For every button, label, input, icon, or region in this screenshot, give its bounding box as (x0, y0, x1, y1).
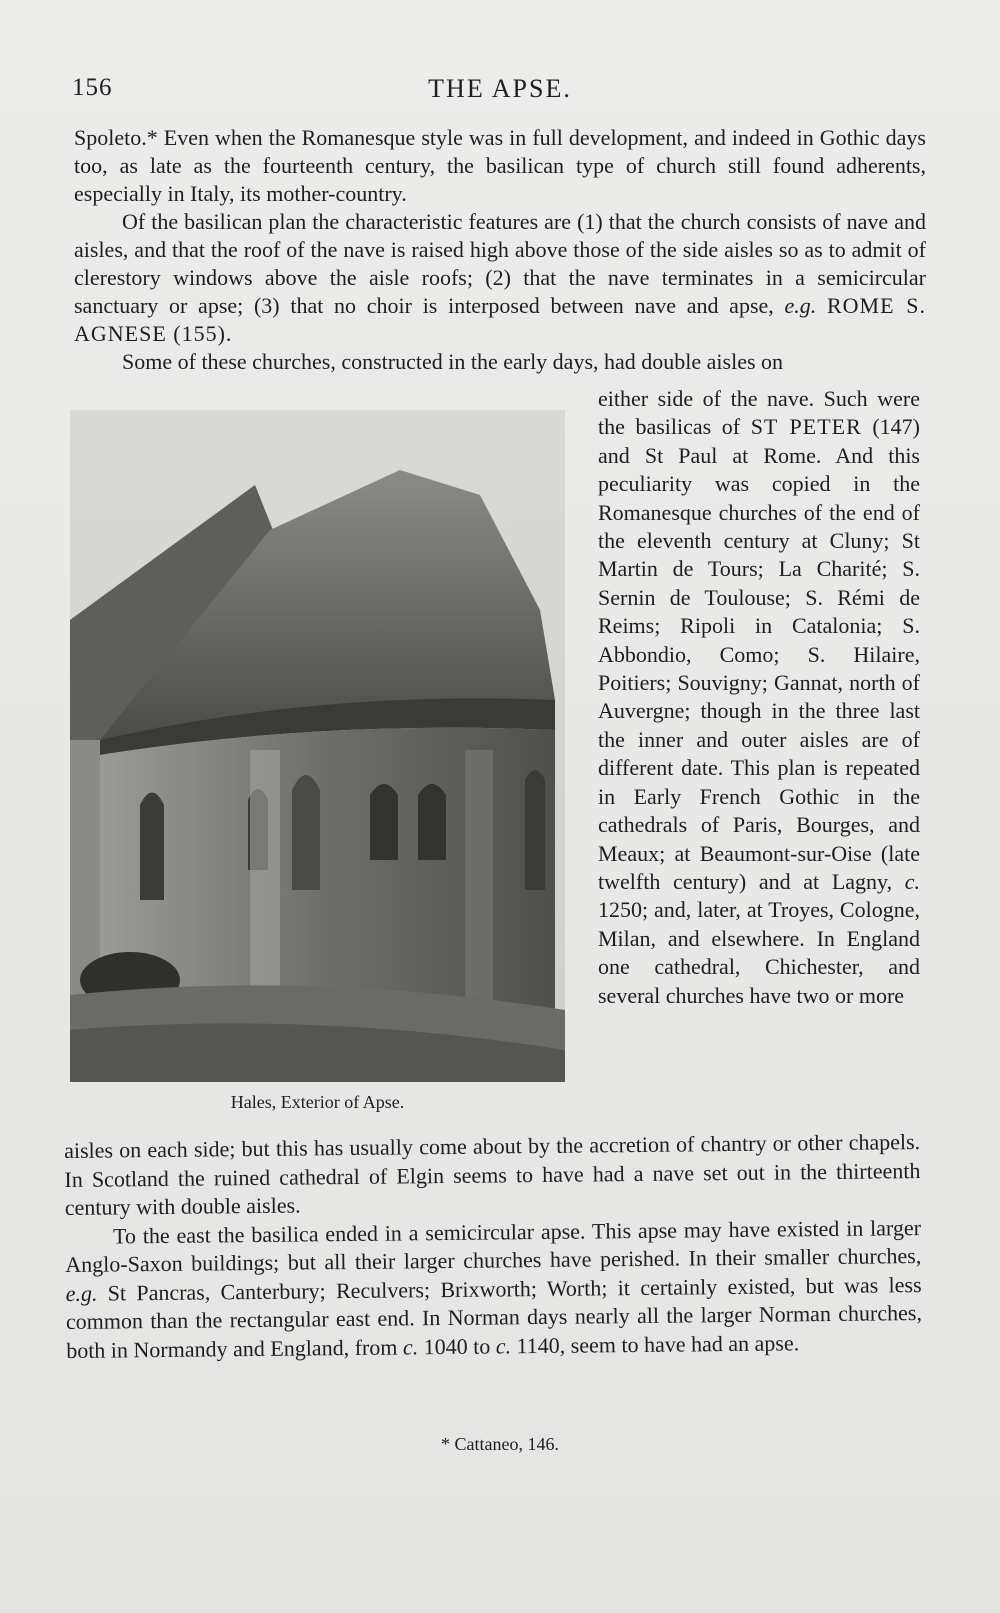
paragraph-double-aisles-lead: Some of these churches, constructed in the early days, had double aisles on (122, 349, 784, 374)
st-peter-ref: ST PETER (750, 414, 862, 440)
apse-photograph (70, 410, 565, 1082)
paragraph-spoleto: Spoleto.* Even when the Romanesque style was in full development, and indeed in Gothic days too, as late as the fourteenth century, the basilican type of church still found adherents, especially in Italy, its mother-country. (74, 125, 926, 206)
basilican-plan-text: Of the basilican plan the characteristic features are (1) that the church consists of nave and aisles, and that the roof of the nave is raised high above those of the side aisles so as to admit of clerestory windows above the aisle roofs; (2) that the nave terminates in a semicircular sanctuary or apse; (3) that no choir is interposed between nave and apse, (74, 209, 926, 318)
page-number: 156 (72, 74, 113, 101)
footnote: * Cattaneo, 146. (441, 1434, 559, 1454)
apse-text-1: To the east the basilica ended in a semicircular apse. This apse may have existed in larger Anglo-Saxon buildings; but all their larger churches have perished. In their smaller churches, (65, 1214, 922, 1277)
circa-abbr: c. (904, 868, 920, 894)
double-aisles-text-1: either side of the nave. Such were the basilicas of (598, 386, 920, 440)
wrapped-text-column (598, 385, 920, 1010)
double-aisles-text-3: 1250; and, later, at Troyes, Cologne, Milan, and elsewhere. In England one cathedral, Chichester, and several churches have two or more (598, 897, 920, 1008)
circa-abbr-3: c. (495, 1332, 512, 1358)
eg-abbr: e.g. (784, 293, 817, 318)
circa-abbr-2: c. (402, 1333, 419, 1359)
cross-reference: ROME S. AGNESE (155). (74, 293, 926, 346)
lower-body-text (64, 1128, 922, 1365)
eg-abbr-2: e.g. (65, 1280, 98, 1306)
double-aisles-text-2: (147) and St Paul at Rome. And this peculiarity was copied in the Romanesque churches of the end of the eleventh century at Cluny; St Martin de Tours; La Charité; S. Sernin de Toulouse; S. Rémi de Reims; Ripoli in Catalonia; S. Abbondio, Como; S. Hilaire, Poitiers; Souvigny; Gannat, north of Auvergne; though in the three last the inner and outer aisles are of different date. This plan is repeated in Early French Gothic in the cathedrals of Paris, Bourges, and Meaux; at Beaumont-sur-Oise (late twelfth century) and at Lagny, (598, 414, 920, 894)
apse-text-4: 1140, seem to have had an apse. (510, 1329, 800, 1358)
running-title: THE APSE. (428, 74, 572, 103)
figure-caption: Hales, Exterior of Apse. (230, 1092, 405, 1112)
double-aisles-rest: aisles on each side; but this has usually come about by the accretion of chantry or other chapels. In Scotland the ruined cathedral of Elgin seems to have had a nave set out in the thirteenth century with double aisles. (64, 1129, 921, 1220)
upper-body-text (74, 124, 926, 376)
apse-text-2: St Pancras, Canterbury; Reculvers; Brixworth; Worth; it certainly existed, but was less common than the rectangular east end. In Norman days nearly all the larger Norman churches, both in Normandy and England, from (65, 1271, 923, 1363)
paragraph-apse (65, 1214, 922, 1365)
apse-text-3: 1040 to (418, 1332, 496, 1359)
paragraph-basilican-plan (74, 208, 926, 348)
double-aisles-continued (598, 385, 920, 1010)
